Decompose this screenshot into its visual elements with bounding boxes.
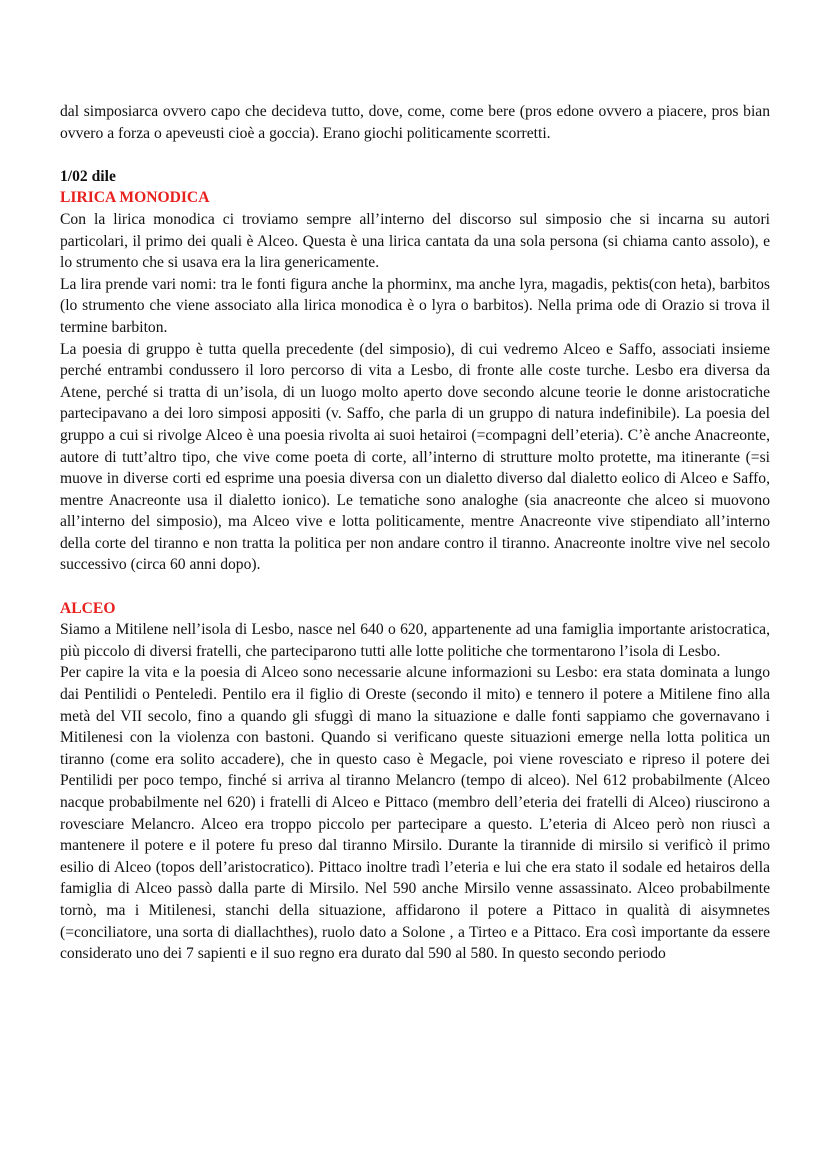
paragraph: Per capire la vita e la poesia di Alceo sono necessarie alcune informazioni su Lesbo: era stata dominata a lungo dai Pentilidi o Penteledi. Pentilo era il figlio di Oreste (secondo il mito) e tennero il potere a Mitilene fino alla metà del VII secolo, fino a quando gli sfuggì di mano la situazione e dalle fonti sappiamo che governavano i Mitilenesi con la violenza con bastoni. Quando si verificano queste situazioni emerge nella lotta politica un tiranno (come era solito accadere), che in questo caso è Megacle, poi viene rovesciato e ripreso il potere dei Pentilidi per poco tempo, finché si arriva al tiranno Melancro (tempo di alceo). Nel 612 probabilmente (Alceo nacque probabilmente nel 620) i fratelli di Alceo e Pittaco (membro dell’eteria dei fratelli di Alceo) riuscirono a rovesciare Melancro. Alceo era troppo piccolo per partecipare a questo. L’eteria di Alceo però non riuscì a mantenere il potere e il potere fu preso dal tiranno Mirsilo. Durante la tirannide di mirsilo si verificò il primo esilio di Alceo (topos dell’aristocratico). Pittaco inoltre tradì l’eteria e lui che era stato il sodale ed hetairos della famiglia di Alceo passò dalla parte di Mirsilo. Nel 590 anche Mirsilo venne assassinato. Alceo probabilmente tornò, ma i Mitilenesi, stanchi della situazione, affidarono il potere a Pittaco in qualità di aisymnetes (=conciliatore, una sorta di diallachthes), ruolo dato a Solone , a Tirteo e a Pittaco. Era così importante da essere considerato uno dei 7 sapienti e il suo regno era durato dal 590 al 580. In questo secondo periodo (60, 664, 770, 963)
paragraph: La poesia di gruppo è tutta quella precedente (del simposio), di cui vedremo Alceo e Saffo, associati insieme perché entrambi condussero il loro percorso di vita a Lesbo, di fronte alle coste turche. Lesbo era diversa da Atene, perché si tratta di un’isola, di un luogo molto aperto dove secondo alcune teorie le donne aristocratiche partecipavano a dei loro simposi appositi (v. Saffo, che parla di un gruppo di natura indefinibile). La poesia del gruppo a cui si rivolge Alceo è una poesia rivolta ai suoi hetairoi (=compagni dell’eteria). C’è anche Anacreonte, autore di tutt’altro tipo, che vive come poeta di corte, all’interno di strutture molto protette, ma itinerante (=si muove in diverse corti ed esprime una poesia diversa con un dialetto diverso dal dialetto eolico di Alceo e Saffo, mentre Anacreonte usa il dialetto ionico). Le tematiche sono analoghe (sia anacreonte che alceo si muovono all’interno del simposio), ma Alceo vive e lotta politicamente, mentre Anacreonte vive stipendiato all’interno della corte del tiranno e non tratta la politica per non andare contro il tiranno. Anacreonte inoltre vive nel secolo successivo (circa 60 anni dopo). (60, 340, 770, 574)
section-title-alceo: ALCEO (60, 599, 116, 617)
spacer (60, 576, 770, 598)
section-title-lirica-monodica: LIRICA MONODICA (60, 189, 210, 207)
paragraph: Con la lirica monodica ci troviamo sempre all’interno del discorso sul simposio che si incarna su autori particolari, il primo dei quali è Alceo. Questa è una lirica cantata da una sola persona (si chiama canto assolo), e lo strumento che si usava era la lira genericamente. (60, 210, 770, 272)
spacer (60, 144, 770, 166)
lesson-date: 1/02 dile (60, 167, 116, 185)
document-page (60, 101, 770, 965)
paragraph: La lira prende vari nomi: tra le fonti figura anche la phorminx, ma anche lyra, magadis, pektis(con heta), barbitos (lo strumento che viene associato alla lirica monodica è o lyra o barbitos). Nella prima ode di Orazio si trova il termine barbiton. (60, 275, 770, 336)
paragraph: Siamo a Mitilene nell’isola di Lesbo, nasce nel 640 o 620, appartenente ad una famiglia importante aristocratica, più piccolo di diversi fratelli, che parteciparono tutti alle lotte politiche che tormentarono l’isola di Lesbo. (60, 621, 770, 660)
intro-paragraph: dal simposiarca ovvero capo che decideva tutto, dove, come, come bere (pros edone ovvero a piacere, pros bian ovvero a forza o apeveusti cioè a goccia). Erano giochi politicamente scorretti. (60, 103, 770, 142)
